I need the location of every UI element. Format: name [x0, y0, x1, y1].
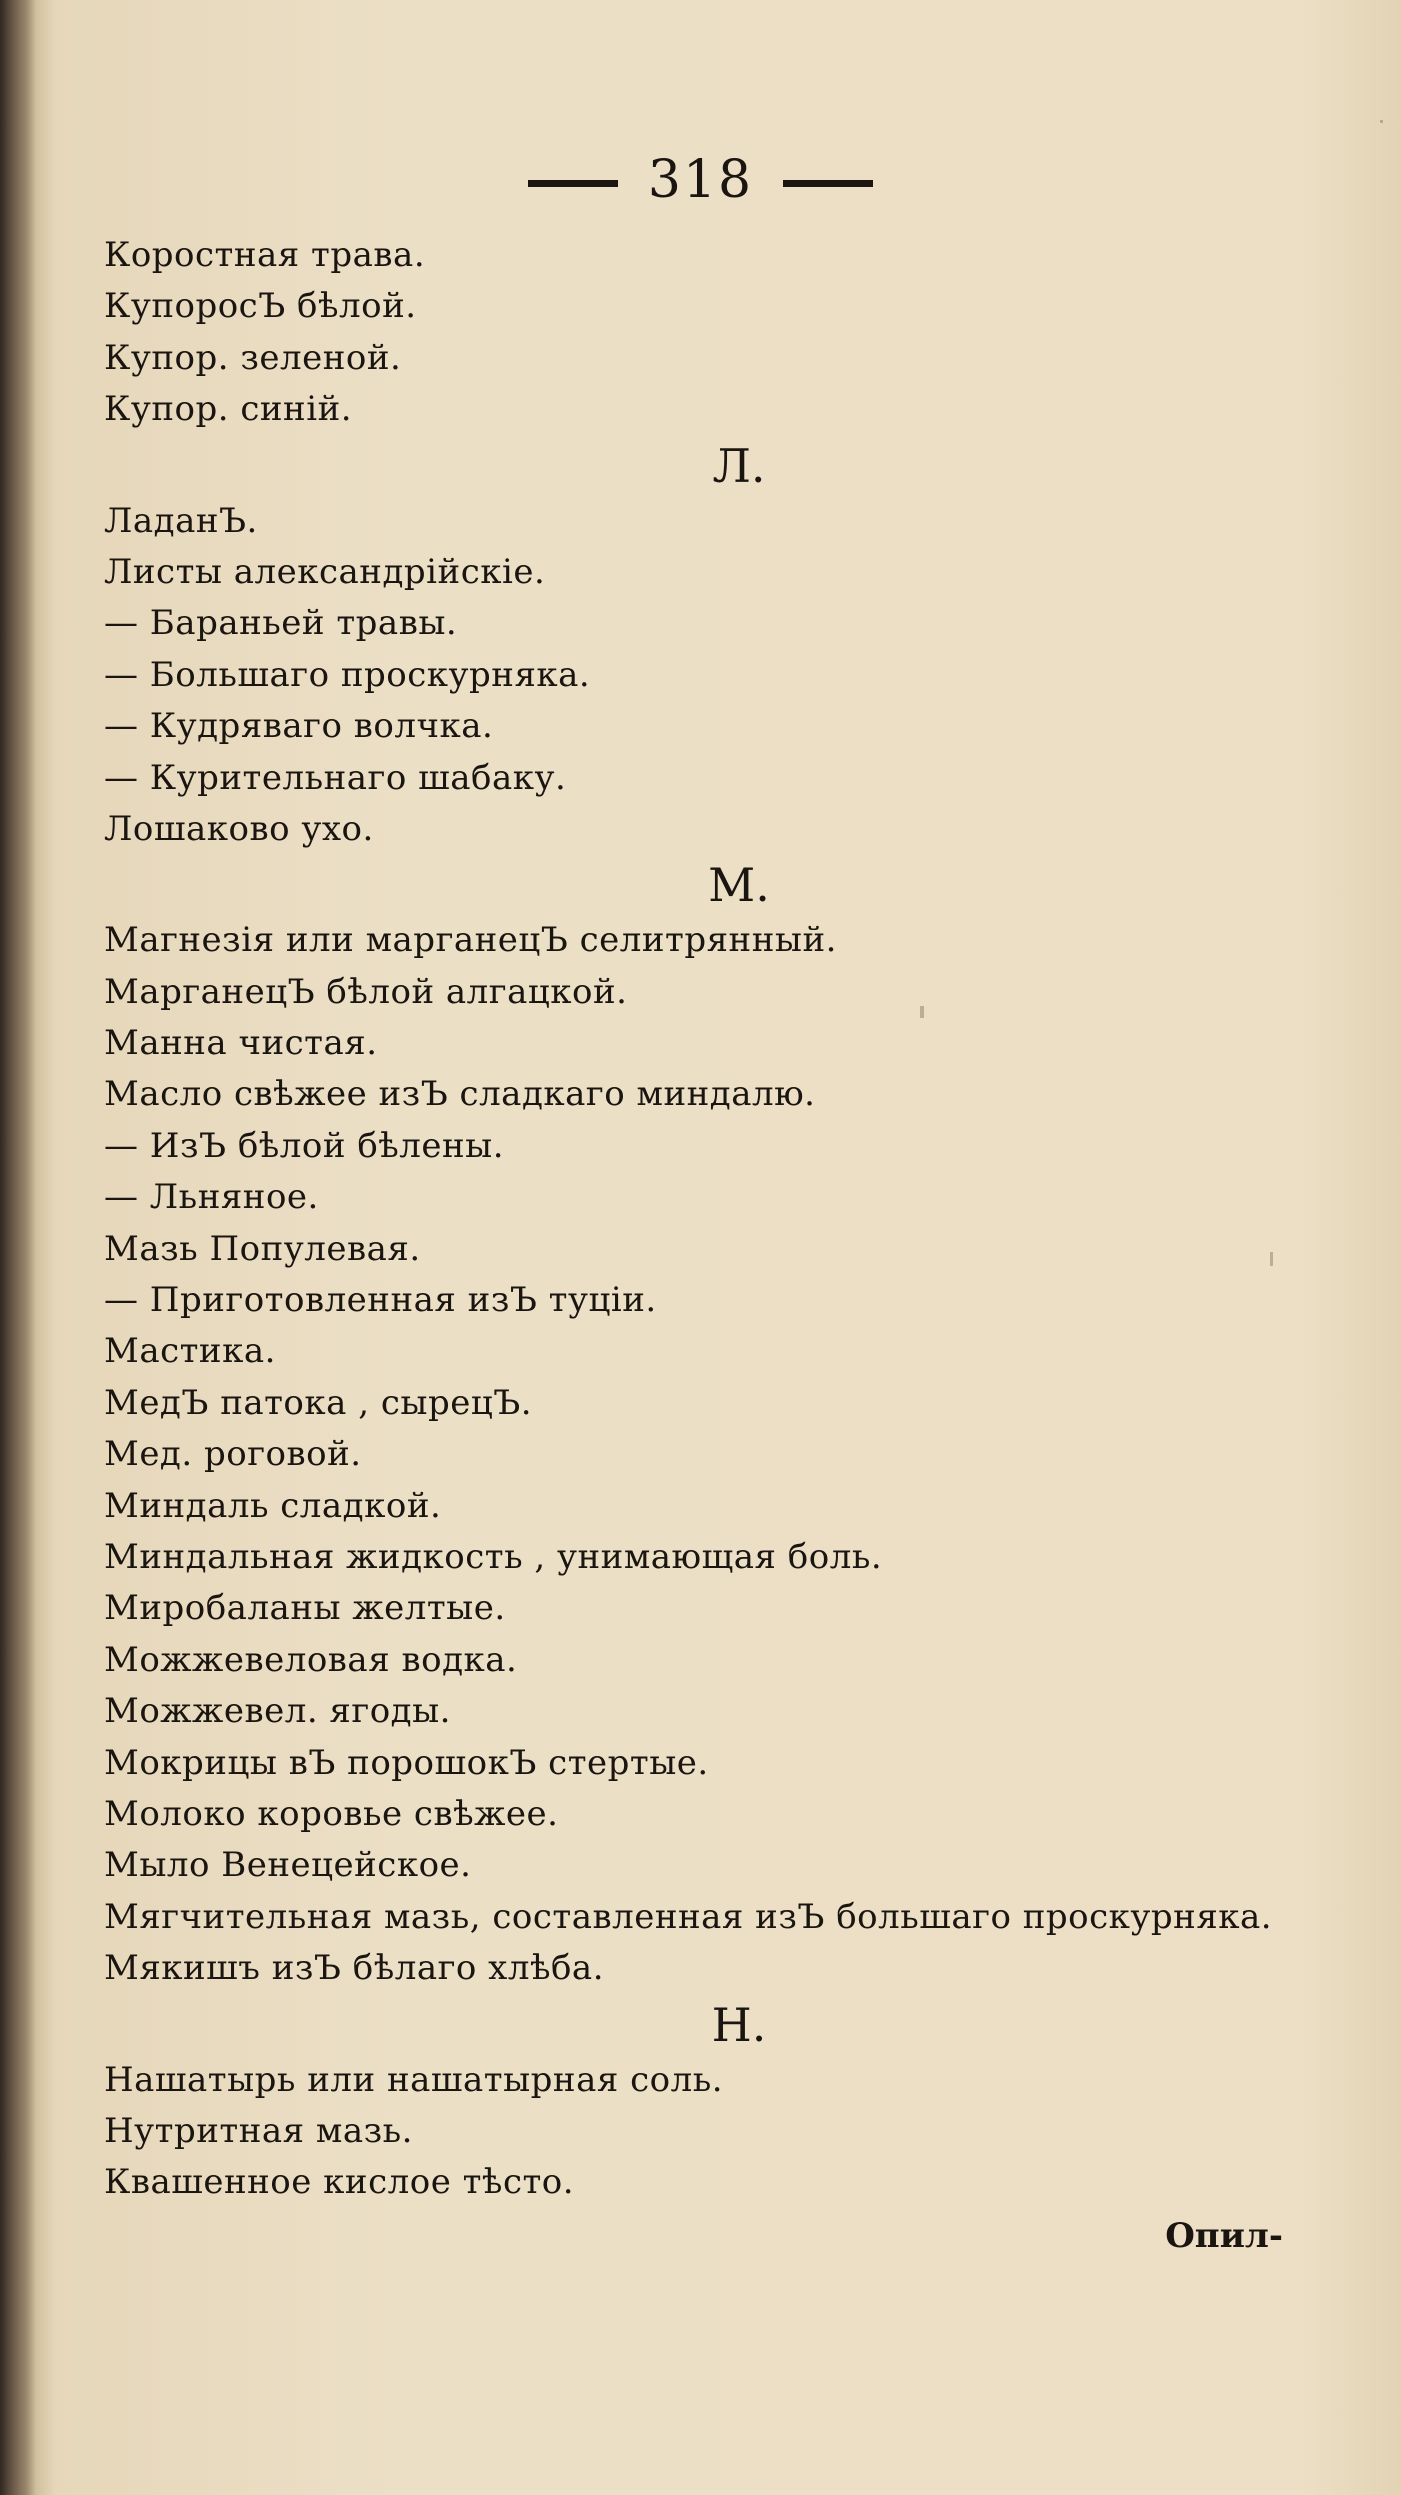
entry-line: Коростная трава. — [104, 235, 426, 275]
section-letter: Н. — [711, 1997, 767, 2052]
entry-line: МарганецЪ бѣлой алгацкой. — [104, 971, 628, 1012]
page-header — [0, 150, 1401, 210]
paper-speck — [1270, 1252, 1273, 1266]
entry-line: — Льняное. — [104, 1177, 319, 1218]
entry-line: Можжевеловая водка. — [104, 1639, 518, 1680]
entry-line: Нутритная мазь. — [104, 2110, 413, 2151]
entry-line: Листы александрійскіе. — [104, 551, 546, 592]
entry-line: — ИзЪ бѣлой бѣлены. — [104, 1125, 505, 1166]
page-number: 318 — [647, 150, 754, 210]
entry-line: МедЪ патока , сырецЪ. — [104, 1382, 533, 1423]
entry-line: Миндаль сладкой. — [104, 1485, 442, 1526]
entry-line: Миндальная жидкость , унимающая боль. — [104, 1536, 883, 1577]
entry-line: Манна чистая. — [104, 1023, 378, 1064]
entry-line: Мыло Венецейское. — [104, 1845, 472, 1886]
entry-line: Квашенное кислое тѣсто. — [104, 2162, 575, 2203]
entry-line: Мед. роговой. — [104, 1434, 362, 1475]
entry-line: Мягчительная мазь, составленная изЪ большаго проскурняка. — [104, 1896, 1273, 1937]
entry-line: Масло свѣжее изЪ сладкаго миндалю. — [104, 1074, 816, 1115]
entry-line: Нашатырь или нашатырная соль. — [104, 2059, 724, 2100]
entry-line: Мякишъ изЪ бѣлаго хлѣба. — [104, 1948, 605, 1989]
entry-line: Можжевел. ягоды. — [104, 1691, 451, 1732]
header-dash-right — [783, 180, 873, 187]
entry-line: Молоко коровье свѣжее. — [104, 1793, 559, 1834]
entry-line: Мастика. — [104, 1331, 276, 1372]
section-letter: Л. — [712, 438, 766, 493]
catchword: Опил- — [1165, 2216, 1283, 2256]
entry-line: — Бараньей травы. — [104, 603, 458, 644]
section-letter: М. — [708, 858, 770, 913]
entry-line: КупоросЪ бѣлой. — [104, 286, 417, 327]
entry-line: Миробаланы желтые. — [104, 1588, 506, 1629]
entry-line: Мазь Популевая. — [104, 1228, 421, 1269]
entry-line: — Большаго проскурняка. — [104, 654, 591, 695]
page-spine — [0, 0, 36, 2495]
paper-speck — [920, 1006, 924, 1018]
paper-speck — [1380, 120, 1383, 123]
entry-line: Магнезія или марганецЪ селитрянный. — [104, 920, 837, 961]
entry-line: — Кудряваго волчка. — [104, 706, 494, 747]
entry-line: — Курительнаго шабаку. — [104, 757, 567, 798]
entry-line: — Приготовленная изЪ туціи. — [104, 1280, 657, 1321]
entry-line: Купор. зеленой. — [104, 337, 402, 378]
entry-line: ЛаданЪ. — [104, 500, 258, 541]
entry-line: Лошаково ухо. — [104, 808, 374, 849]
entry-line: Мокрицы вЪ порошокЪ стертые. — [104, 1742, 709, 1783]
header-dash-left — [528, 180, 618, 187]
entry-list — [104, 230, 1304, 2209]
entry-line: Купор. синій. — [104, 389, 353, 430]
